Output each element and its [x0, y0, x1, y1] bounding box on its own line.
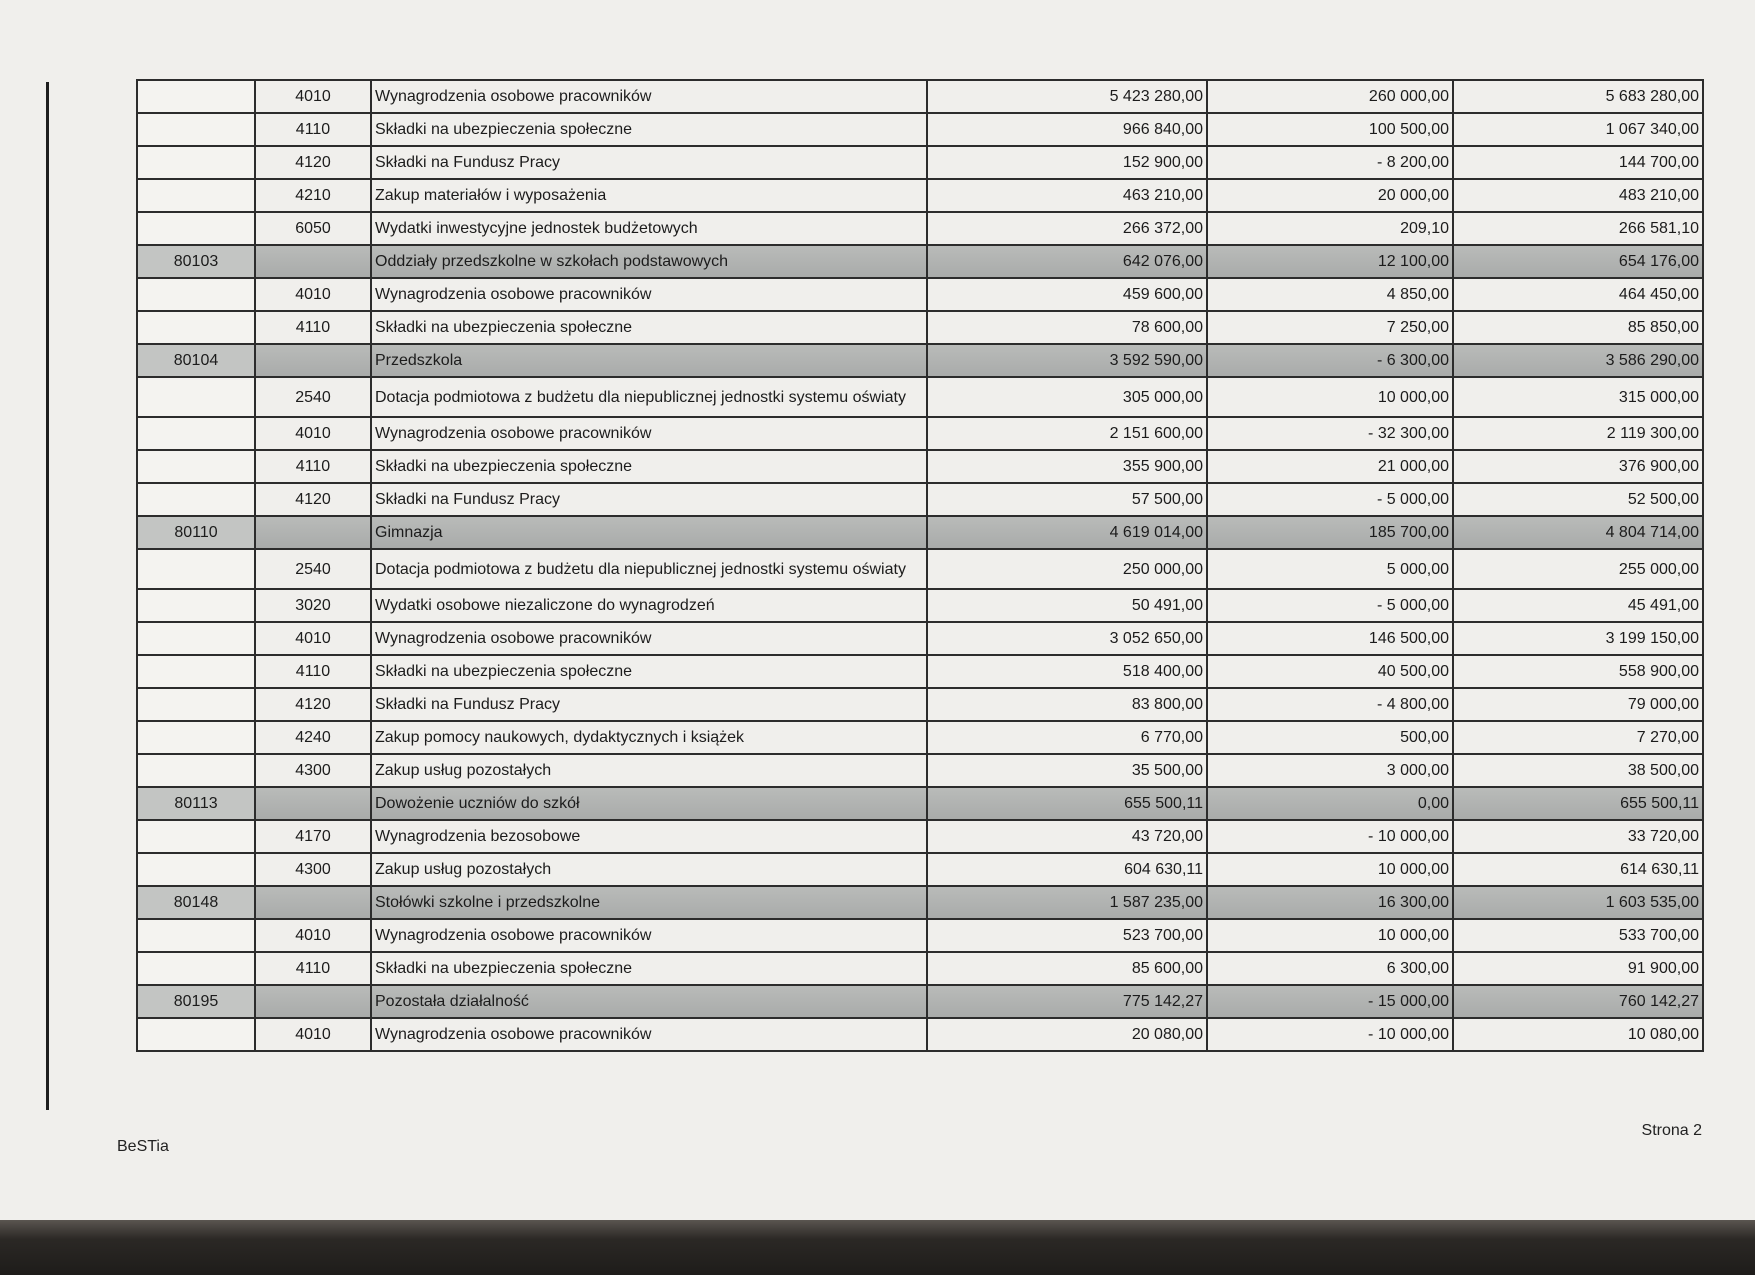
nazwa-cell: Wynagrodzenia bezosobowe	[371, 820, 927, 853]
zmiana-cell: 10 000,00	[1207, 919, 1453, 952]
paragraf-cell	[255, 787, 371, 820]
plan-po-cell: 655 500,11	[1453, 787, 1703, 820]
paragraf-cell: 4240	[255, 721, 371, 754]
table-row	[137, 622, 1703, 655]
plan-po-cell: 464 450,00	[1453, 278, 1703, 311]
plan-po-cell: 10 080,00	[1453, 1018, 1703, 1051]
rozdzial-cell	[137, 278, 255, 311]
zmiana-cell: - 5 000,00	[1207, 483, 1453, 516]
plan-przed-cell: 85 600,00	[927, 952, 1207, 985]
zmiana-cell: 0,00	[1207, 787, 1453, 820]
plan-po-cell: 33 720,00	[1453, 820, 1703, 853]
paragraf-cell: 2540	[255, 377, 371, 417]
paragraf-cell: 4010	[255, 1018, 371, 1051]
paragraf-cell	[255, 344, 371, 377]
table-row	[137, 377, 1703, 417]
zmiana-cell: - 10 000,00	[1207, 1018, 1453, 1051]
table-row	[137, 80, 1703, 113]
plan-przed-cell: 57 500,00	[927, 483, 1207, 516]
nazwa-cell: Wynagrodzenia osobowe pracowników	[371, 919, 927, 952]
plan-przed-cell: 5 423 280,00	[927, 80, 1207, 113]
section-row	[137, 787, 1703, 820]
plan-przed-cell: 43 720,00	[927, 820, 1207, 853]
nazwa-cell: Zakup usług pozostałych	[371, 853, 927, 886]
nazwa-cell: Składki na Fundusz Pracy	[371, 483, 927, 516]
nazwa-cell: Dotacja podmiotowa z budżetu dla niepublicznej jednostki systemu oświaty	[371, 377, 927, 417]
plan-przed-cell: 604 630,11	[927, 853, 1207, 886]
table-row	[137, 754, 1703, 787]
nazwa-cell: Pozostała działalność	[371, 985, 927, 1018]
plan-przed-cell: 83 800,00	[927, 688, 1207, 721]
table-row	[137, 688, 1703, 721]
plan-przed-cell: 266 372,00	[927, 212, 1207, 245]
rozdzial-cell	[137, 80, 255, 113]
plan-przed-cell: 50 491,00	[927, 589, 1207, 622]
nazwa-cell: Składki na ubezpieczenia społeczne	[371, 655, 927, 688]
paragraf-cell: 4010	[255, 417, 371, 450]
paragraf-cell: 4120	[255, 688, 371, 721]
plan-przed-cell: 642 076,00	[927, 245, 1207, 278]
section-row	[137, 886, 1703, 919]
nazwa-cell: Wynagrodzenia osobowe pracowników	[371, 622, 927, 655]
rozdzial-cell: 80195	[137, 985, 255, 1018]
plan-po-cell: 255 000,00	[1453, 549, 1703, 589]
plan-po-cell: 1 603 535,00	[1453, 886, 1703, 919]
zmiana-cell: 10 000,00	[1207, 853, 1453, 886]
rozdzial-cell	[137, 113, 255, 146]
paragraf-cell	[255, 886, 371, 919]
plan-po-cell: 760 142,27	[1453, 985, 1703, 1018]
plan-po-cell: 533 700,00	[1453, 919, 1703, 952]
table-row	[137, 483, 1703, 516]
rozdzial-cell	[137, 721, 255, 754]
paragraf-cell: 4300	[255, 754, 371, 787]
nazwa-cell: Stołówki szkolne i przedszkolne	[371, 886, 927, 919]
plan-po-cell: 52 500,00	[1453, 483, 1703, 516]
table-row	[137, 1018, 1703, 1051]
paragraf-cell: 6050	[255, 212, 371, 245]
zmiana-cell: 4 850,00	[1207, 278, 1453, 311]
nazwa-cell: Składki na ubezpieczenia społeczne	[371, 952, 927, 985]
zmiana-cell: 10 000,00	[1207, 377, 1453, 417]
section-row	[137, 516, 1703, 549]
paragraf-cell: 4010	[255, 919, 371, 952]
table-row	[137, 146, 1703, 179]
plan-po-cell: 654 176,00	[1453, 245, 1703, 278]
nazwa-cell: Wynagrodzenia osobowe pracowników	[371, 278, 927, 311]
plan-po-cell: 315 000,00	[1453, 377, 1703, 417]
rozdzial-cell	[137, 1018, 255, 1051]
plan-przed-cell: 35 500,00	[927, 754, 1207, 787]
nazwa-cell: Wydatki osobowe niezaliczone do wynagrodzeń	[371, 589, 927, 622]
plan-po-cell: 614 630,11	[1453, 853, 1703, 886]
rozdzial-cell	[137, 622, 255, 655]
nazwa-cell: Zakup materiałów i wyposażenia	[371, 179, 927, 212]
plan-po-cell: 45 491,00	[1453, 589, 1703, 622]
paragraf-cell: 3020	[255, 589, 371, 622]
plan-po-cell: 3 199 150,00	[1453, 622, 1703, 655]
rozdzial-cell	[137, 754, 255, 787]
plan-przed-cell: 523 700,00	[927, 919, 1207, 952]
rozdzial-cell	[137, 179, 255, 212]
paragraf-cell	[255, 245, 371, 278]
zmiana-cell: 185 700,00	[1207, 516, 1453, 549]
nazwa-cell: Gimnazja	[371, 516, 927, 549]
nazwa-cell: Wynagrodzenia osobowe pracowników	[371, 1018, 927, 1051]
section-row	[137, 985, 1703, 1018]
plan-przed-cell: 463 210,00	[927, 179, 1207, 212]
nazwa-cell: Składki na ubezpieczenia społeczne	[371, 311, 927, 344]
plan-przed-cell: 518 400,00	[927, 655, 1207, 688]
nazwa-cell: Zakup pomocy naukowych, dydaktycznych i książek	[371, 721, 927, 754]
rozdzial-cell	[137, 919, 255, 952]
zmiana-cell: 12 100,00	[1207, 245, 1453, 278]
zmiana-cell: 5 000,00	[1207, 549, 1453, 589]
rozdzial-cell	[137, 853, 255, 886]
plan-po-cell: 376 900,00	[1453, 450, 1703, 483]
plan-po-cell: 85 850,00	[1453, 311, 1703, 344]
zmiana-cell: - 5 000,00	[1207, 589, 1453, 622]
rozdzial-cell	[137, 952, 255, 985]
plan-przed-cell: 775 142,27	[927, 985, 1207, 1018]
zmiana-cell: 146 500,00	[1207, 622, 1453, 655]
rozdzial-cell	[137, 212, 255, 245]
paragraf-cell: 4010	[255, 80, 371, 113]
table-row	[137, 212, 1703, 245]
budget-table-body	[137, 80, 1703, 1051]
table-row	[137, 113, 1703, 146]
rozdzial-cell	[137, 146, 255, 179]
plan-po-cell: 144 700,00	[1453, 146, 1703, 179]
zmiana-cell: 16 300,00	[1207, 886, 1453, 919]
section-row	[137, 344, 1703, 377]
zmiana-cell: - 6 300,00	[1207, 344, 1453, 377]
nazwa-cell: Przedszkola	[371, 344, 927, 377]
zmiana-cell: - 10 000,00	[1207, 820, 1453, 853]
plan-przed-cell: 78 600,00	[927, 311, 1207, 344]
nazwa-cell: Wynagrodzenia osobowe pracowników	[371, 80, 927, 113]
plan-przed-cell: 966 840,00	[927, 113, 1207, 146]
zmiana-cell: 209,10	[1207, 212, 1453, 245]
paragraf-cell: 2540	[255, 549, 371, 589]
plan-po-cell: 1 067 340,00	[1453, 113, 1703, 146]
zmiana-cell: 21 000,00	[1207, 450, 1453, 483]
plan-po-cell: 483 210,00	[1453, 179, 1703, 212]
zmiana-cell: - 8 200,00	[1207, 146, 1453, 179]
table-row	[137, 919, 1703, 952]
rozdzial-cell: 80148	[137, 886, 255, 919]
nazwa-cell: Dotacja podmiotowa z budżetu dla niepublicznej jednostki systemu oświaty	[371, 549, 927, 589]
nazwa-cell: Wydatki inwestycyjne jednostek budżetowych	[371, 212, 927, 245]
paragraf-cell: 4110	[255, 311, 371, 344]
plan-przed-cell: 3 592 590,00	[927, 344, 1207, 377]
zmiana-cell: 40 500,00	[1207, 655, 1453, 688]
rozdzial-cell	[137, 417, 255, 450]
rozdzial-cell	[137, 820, 255, 853]
nazwa-cell: Dowożenie uczniów do szkół	[371, 787, 927, 820]
zmiana-cell: 20 000,00	[1207, 179, 1453, 212]
nazwa-cell: Składki na ubezpieczenia społeczne	[371, 113, 927, 146]
table-row	[137, 952, 1703, 985]
budget-table	[136, 79, 1704, 1052]
table-row	[137, 450, 1703, 483]
rozdzial-cell	[137, 450, 255, 483]
nazwa-cell: Zakup usług pozostałych	[371, 754, 927, 787]
zmiana-cell: - 32 300,00	[1207, 417, 1453, 450]
paragraf-cell: 4110	[255, 655, 371, 688]
paragraf-cell: 4210	[255, 179, 371, 212]
rozdzial-cell	[137, 549, 255, 589]
paragraf-cell: 4120	[255, 146, 371, 179]
plan-po-cell: 4 804 714,00	[1453, 516, 1703, 549]
table-row	[137, 820, 1703, 853]
zmiana-cell: 500,00	[1207, 721, 1453, 754]
table-row	[137, 179, 1703, 212]
table-row	[137, 311, 1703, 344]
nazwa-cell: Składki na ubezpieczenia społeczne	[371, 450, 927, 483]
paragraf-cell: 4300	[255, 853, 371, 886]
plan-po-cell: 79 000,00	[1453, 688, 1703, 721]
plan-przed-cell: 3 052 650,00	[927, 622, 1207, 655]
plan-przed-cell: 2 151 600,00	[927, 417, 1207, 450]
plan-przed-cell: 6 770,00	[927, 721, 1207, 754]
table-row	[137, 721, 1703, 754]
rozdzial-cell	[137, 483, 255, 516]
zmiana-cell: - 4 800,00	[1207, 688, 1453, 721]
plan-po-cell: 38 500,00	[1453, 754, 1703, 787]
zmiana-cell: 3 000,00	[1207, 754, 1453, 787]
plan-przed-cell: 305 000,00	[927, 377, 1207, 417]
plan-przed-cell: 4 619 014,00	[927, 516, 1207, 549]
plan-przed-cell: 1 587 235,00	[927, 886, 1207, 919]
table-row	[137, 278, 1703, 311]
plan-po-cell: 558 900,00	[1453, 655, 1703, 688]
plan-po-cell: 3 586 290,00	[1453, 344, 1703, 377]
rozdzial-cell: 80113	[137, 787, 255, 820]
plan-po-cell: 91 900,00	[1453, 952, 1703, 985]
rozdzial-cell	[137, 688, 255, 721]
paragraf-cell: 4120	[255, 483, 371, 516]
paragraf-cell: 4110	[255, 952, 371, 985]
nazwa-cell: Oddziały przedszkolne w szkołach podstawowych	[371, 245, 927, 278]
table-row	[137, 417, 1703, 450]
rozdzial-cell	[137, 655, 255, 688]
paragraf-cell: 4110	[255, 450, 371, 483]
paragraf-cell: 4010	[255, 622, 371, 655]
paragraf-cell: 4170	[255, 820, 371, 853]
rozdzial-cell: 80110	[137, 516, 255, 549]
paragraf-cell: 4110	[255, 113, 371, 146]
table-row	[137, 589, 1703, 622]
table-row	[137, 655, 1703, 688]
plan-po-cell: 7 270,00	[1453, 721, 1703, 754]
plan-przed-cell: 250 000,00	[927, 549, 1207, 589]
scan-edge	[0, 1220, 1755, 1275]
nazwa-cell: Składki na Fundusz Pracy	[371, 688, 927, 721]
plan-po-cell: 2 119 300,00	[1453, 417, 1703, 450]
zmiana-cell: - 15 000,00	[1207, 985, 1453, 1018]
table-row	[137, 549, 1703, 589]
footer-program-name: BeSTia	[117, 1138, 169, 1155]
paragraf-cell	[255, 985, 371, 1018]
paragraf-cell	[255, 516, 371, 549]
zmiana-cell: 260 000,00	[1207, 80, 1453, 113]
rozdzial-cell: 80103	[137, 245, 255, 278]
paragraf-cell: 4010	[255, 278, 371, 311]
nazwa-cell: Składki na Fundusz Pracy	[371, 146, 927, 179]
footer-page-number: Strona 2	[1641, 1122, 1702, 1139]
table-row	[137, 853, 1703, 886]
plan-przed-cell: 20 080,00	[927, 1018, 1207, 1051]
plan-przed-cell: 459 600,00	[927, 278, 1207, 311]
rozdzial-cell	[137, 377, 255, 417]
rozdzial-cell	[137, 311, 255, 344]
plan-przed-cell: 355 900,00	[927, 450, 1207, 483]
plan-przed-cell: 152 900,00	[927, 146, 1207, 179]
rozdzial-cell	[137, 589, 255, 622]
plan-przed-cell: 655 500,11	[927, 787, 1207, 820]
plan-po-cell: 266 581,10	[1453, 212, 1703, 245]
plan-po-cell: 5 683 280,00	[1453, 80, 1703, 113]
nazwa-cell: Wynagrodzenia osobowe pracowników	[371, 417, 927, 450]
zmiana-cell: 100 500,00	[1207, 113, 1453, 146]
zmiana-cell: 6 300,00	[1207, 952, 1453, 985]
margin-line	[46, 82, 49, 1110]
section-row	[137, 245, 1703, 278]
rozdzial-cell: 80104	[137, 344, 255, 377]
zmiana-cell: 7 250,00	[1207, 311, 1453, 344]
